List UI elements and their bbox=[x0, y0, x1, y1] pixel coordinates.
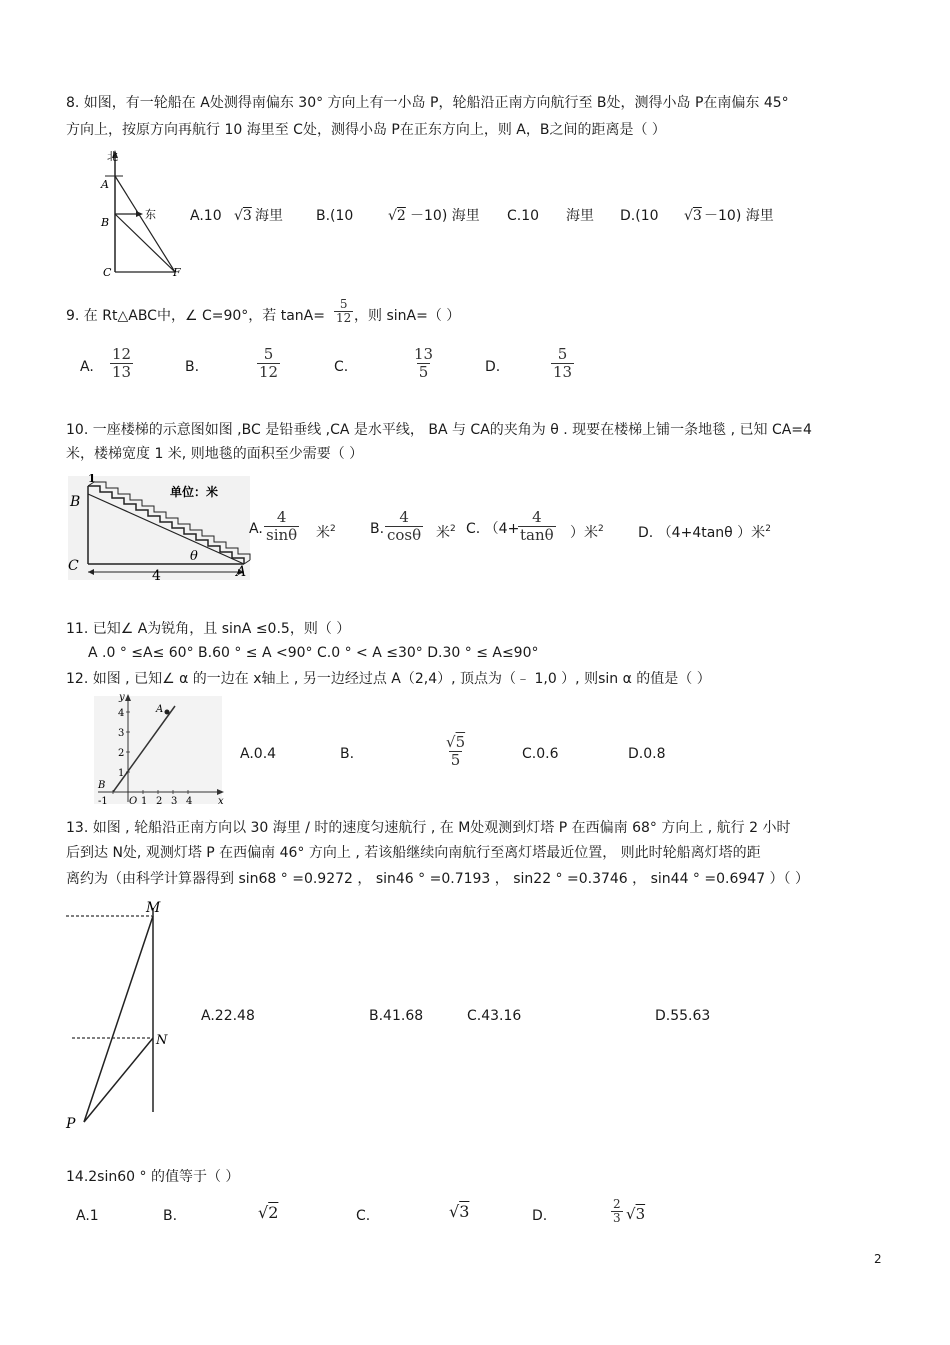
q14-option-d-fraction: $\frac{2}{3}$ bbox=[613, 1197, 621, 1225]
q10-option-b-unit: 米$^2$ bbox=[436, 524, 456, 541]
q13-option-c: C.43.16 bbox=[467, 1008, 522, 1024]
q9-option-d-fraction: $\frac{5}{13}$ bbox=[553, 345, 573, 381]
page-number: 2 bbox=[874, 1252, 882, 1266]
q8-option-b-suffix: －10) 海里 bbox=[410, 208, 480, 224]
q10-fig-b: B bbox=[70, 494, 81, 510]
q12-coordinate-figure bbox=[90, 692, 226, 807]
q12-option-b-label: B. bbox=[340, 746, 355, 762]
q8-option-a-unit: 海里 bbox=[255, 208, 283, 224]
q13-fig-n: N bbox=[156, 1033, 168, 1048]
q9-option-b-fraction: $\frac{5}{12}$ bbox=[259, 345, 279, 381]
q13-option-b: B.41.68 bbox=[369, 1008, 424, 1024]
q10-option-a-unit: 米$^2$ bbox=[316, 524, 336, 541]
q10-fig-theta: θ bbox=[190, 549, 198, 564]
q8-fig-f: F bbox=[173, 266, 181, 279]
q14-option-c-sqrt: √3 bbox=[449, 1202, 470, 1221]
q12-stem: 12. 如图 , 已知∠ α 的一边在 x轴上 , 另一边经过点 A（2,4）, 顶点为（﹣ 1,0 ）, 则sin α 的值是（ ） bbox=[66, 671, 711, 687]
q14-option-d-sqrt: √3 bbox=[626, 1205, 646, 1223]
q13-line2: 后到达 N处, 观测灯塔 P 在西偏南 46° 方向上 , 若该船继续向南航行至离灯塔最近位置， 则此时轮船离灯塔的距 bbox=[66, 845, 761, 861]
q14-option-b-label: B. bbox=[163, 1208, 178, 1224]
q9-option-b-label: B. bbox=[185, 359, 200, 375]
q12-fig-o: O bbox=[129, 796, 138, 807]
q9-option-d-label: D. bbox=[485, 359, 501, 375]
q12-option-d: D.0.8 bbox=[628, 746, 666, 762]
q13-navigation-figure bbox=[62, 898, 182, 1138]
q11-stem: 11. 已知∠ A为锐角，且 sinA ≤0.5，则（ ） bbox=[66, 621, 351, 637]
q10-option-b-label: B. bbox=[370, 521, 385, 537]
q9-option-c-label: C. bbox=[334, 359, 349, 375]
q12-fig-xtick: 2 bbox=[156, 796, 163, 807]
q8-option-d-prefix: D.(10 bbox=[620, 208, 659, 224]
q10-option-a-label: A. bbox=[249, 521, 263, 537]
q8-option-b-sqrt: √2 bbox=[388, 208, 406, 224]
q12-fig-xtick: 3 bbox=[171, 796, 178, 807]
q12-option-c: C.0.6 bbox=[522, 746, 559, 762]
q10-line1: 10. 一座楼梯的示意图如图 ,BC 是铅垂线 ,CA 是水平线， BA 与 CA的夹角为 θ . 现要在楼梯上铺一条地毯 , 已知 CA=4 bbox=[66, 422, 812, 438]
q8-fig-a: A bbox=[101, 178, 109, 191]
q13-fig-m: M bbox=[146, 900, 161, 916]
q12-fig-y: y bbox=[119, 692, 125, 703]
q13-line3: 离约为（由科学计算器得到 sin68 ° =0.9272 ， sin46 ° =0.7193 ， sin22 ° =0.3746 ， sin44 ° =0.6947 ）（ ） bbox=[66, 871, 810, 887]
q8-figure bbox=[95, 148, 190, 283]
q10-fig-four: 4 bbox=[152, 568, 161, 584]
q12-fig-a: A bbox=[156, 704, 164, 715]
q9-stem-suffix: ，则 sinA=（ ） bbox=[354, 308, 461, 324]
q12-fig-ytick: 4 bbox=[118, 708, 125, 719]
q9-option-a-label: A. bbox=[80, 359, 94, 375]
q8-option-d-suffix: －10) 海里 bbox=[704, 208, 774, 224]
q8-fig-b: B bbox=[101, 216, 110, 229]
q8-option-b-prefix: B.(10 bbox=[316, 208, 354, 224]
q8-fig-north: 北 bbox=[107, 150, 118, 163]
q14-option-a: A.1 bbox=[76, 1208, 99, 1224]
q12-option-b-fraction: $\frac{√5}{5}$ bbox=[446, 733, 466, 769]
q13-fig-p: P bbox=[66, 1116, 76, 1132]
q12-option-a: A.0.4 bbox=[240, 746, 277, 762]
q9-option-c-fraction: $\frac{13}{5}$ bbox=[414, 345, 434, 381]
q12-fig-xtick: -1 bbox=[98, 796, 108, 807]
q13-option-a: A.22.48 bbox=[201, 1008, 255, 1024]
q10-staircase-figure bbox=[64, 472, 254, 584]
q12-fig-ytick: 3 bbox=[118, 728, 125, 739]
q8-line2: 方向上，按原方向再航行 10 海里至 C处，测得小岛 P在正东方向上，则 A，B之间的距离是（ ） bbox=[66, 122, 666, 138]
q8-option-d-sqrt: √3 bbox=[684, 208, 702, 224]
q10-fig-a: A bbox=[236, 564, 247, 580]
q8-option-c-prefix: C.10 bbox=[507, 208, 540, 224]
q10-option-c-suffix: ）米$^2$ bbox=[570, 524, 604, 541]
q8-line1: 8. 如图，有一轮船在 A处测得南偏东 30° 方向上有一小岛 P，轮船沿正南方向航行至 B处，测得小岛 P在南偏东 45° bbox=[66, 95, 789, 111]
q9-stem-prefix: 9. 在 Rt△ABC中，∠ C=90°，若 tanA= bbox=[66, 308, 325, 324]
q12-fig-xtick: 4 bbox=[186, 796, 193, 807]
q10-option-c-prefix: C. （4+ bbox=[466, 521, 520, 537]
q11-options: A .0 ° ≤A≤ 60° B.60 ° ≤ A <90° C.0 ° < A ≤30° D.30 ° ≤ A≤90° bbox=[88, 645, 539, 661]
q10-option-c-fraction: $\frac{4}{\tan\theta}$ bbox=[520, 508, 554, 544]
q12-fig-xtick: 1 bbox=[141, 796, 148, 807]
q12-fig-ytick: 1 bbox=[118, 768, 125, 779]
q10-fig-unit: 单位：米 bbox=[170, 485, 219, 499]
q10-option-b-fraction: $\frac{4}{\cos\theta}$ bbox=[387, 508, 422, 544]
q10-option-d: D. （4+4tanθ ）米$^2$ bbox=[638, 524, 771, 541]
q8-option-c-unit: 海里 bbox=[566, 208, 594, 224]
q14-stem: 14.2sin60 ° 的值等于（ ） bbox=[66, 1169, 240, 1185]
q14-option-c-label: C. bbox=[356, 1208, 371, 1224]
q13-line1: 13. 如图 , 轮船沿正南方向以 30 海里 / 时的速度匀速航行 , 在 M处观测到灯塔 P 在西偏南 68° 方向上 , 航行 2 小时 bbox=[66, 820, 791, 836]
q8-fig-c: C bbox=[103, 266, 112, 279]
q10-line2: 米，楼梯宽度 1 米, 则地毯的面积至少需要（ ） bbox=[66, 446, 364, 462]
q12-fig-ytick: 2 bbox=[118, 748, 125, 759]
q9-stem-fraction: $\frac{5}{12}$ bbox=[336, 297, 352, 325]
q9-option-a-fraction: $\frac{12}{13}$ bbox=[112, 345, 132, 381]
q8-option-a-prefix: A.10 bbox=[190, 208, 222, 224]
q12-fig-b: B bbox=[98, 780, 106, 791]
q12-fig-x: x bbox=[218, 796, 224, 807]
q8-option-a-sqrt: √3 bbox=[234, 208, 252, 224]
q13-option-d: D.55.63 bbox=[655, 1008, 711, 1024]
q8-fig-east: 东 bbox=[145, 208, 156, 221]
q10-option-a-fraction: $\frac{4}{\sin\theta}$ bbox=[266, 508, 298, 544]
q14-option-d-label: D. bbox=[532, 1208, 548, 1224]
q14-option-b-sqrt: √2 bbox=[258, 1203, 279, 1222]
q10-fig-c: C bbox=[68, 558, 79, 574]
q10-fig-one: 1 bbox=[88, 472, 96, 485]
